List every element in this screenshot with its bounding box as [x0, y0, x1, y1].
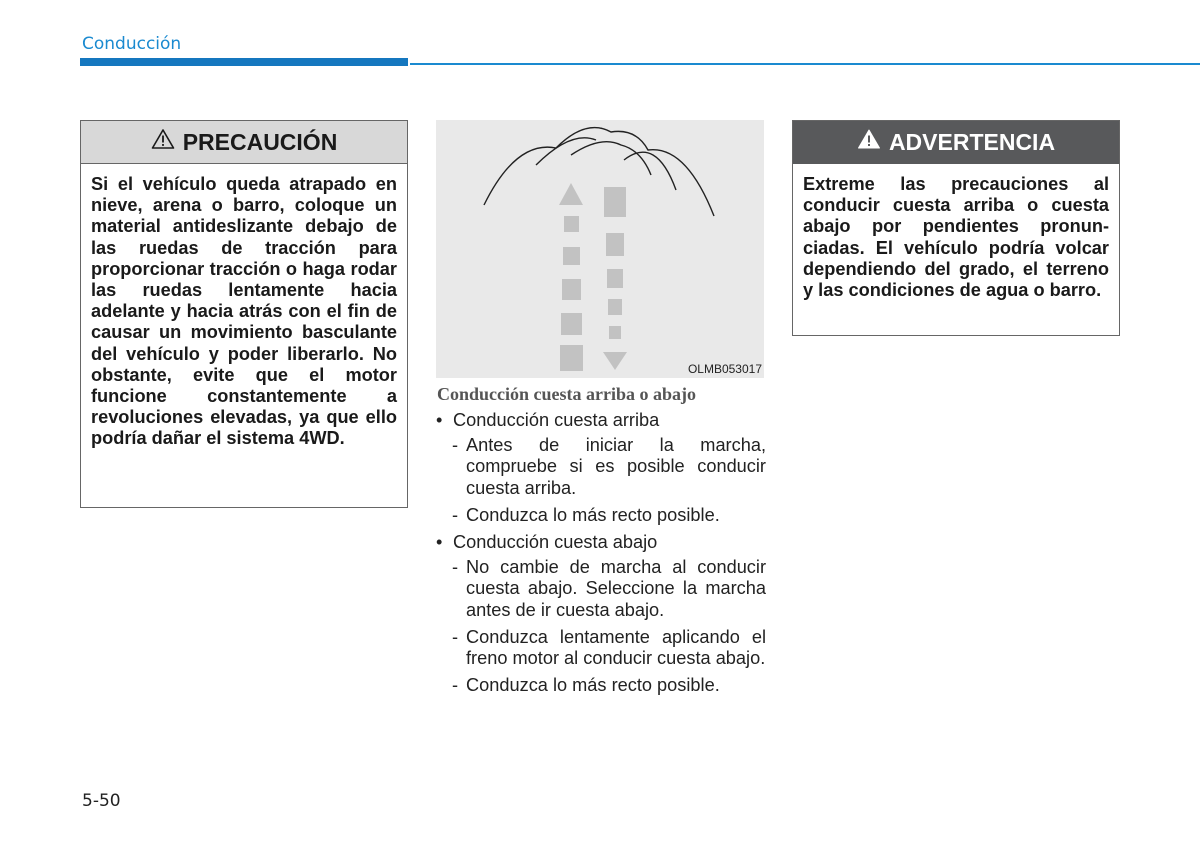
page-number: 5-50: [82, 791, 121, 811]
warning-header: [793, 121, 1119, 164]
slope-illustration: [436, 120, 764, 378]
warning-triangle-filled-icon: [857, 128, 881, 156]
warning-text: Extreme las precauciones al conducir cuesta arriba o cuesta abajo por pendientes pronunciadas. El vehículo podría volcar dependiendo del grado, el terreno y las condiciones de agua o barro.: [803, 174, 1109, 301]
caution-header: [81, 121, 407, 164]
downhill-heading: • Conducción cuesta abajo: [436, 532, 766, 553]
uphill-heading: • Conducción cuesta arriba: [436, 410, 766, 431]
list-item: - Conduzca lentamente aplicando el freno motor al conducir cuesta abajo.: [452, 626, 766, 669]
driving-instructions: [436, 410, 766, 702]
slope-diagram: [436, 120, 764, 378]
caution-box: [80, 120, 408, 508]
header-rule-thick: [80, 58, 408, 66]
warning-title: ADVERTENCIA: [888, 128, 1056, 155]
header-rule-thin: [410, 63, 1200, 65]
warning-triangle-outline-icon: [151, 128, 175, 156]
caution-title: PRECAUCIÓN: [182, 128, 338, 155]
section-title: Conducción: [82, 34, 182, 54]
figure-caption: Conducción cuesta arriba o abajo: [437, 384, 697, 404]
list-item: - Antes de iniciar la marcha, compruebe si es posible conducir cuesta arriba.: [452, 435, 766, 498]
list-item-text: Antes de iniciar la marcha, compruebe si es posible conducir cuesta arriba.: [466, 435, 766, 498]
list-item-text: Conduzca lo más recto posible.: [466, 675, 720, 696]
list-item: - Conduzca lo más recto posible.: [452, 675, 720, 696]
figure-code: OLMB053017: [687, 362, 762, 376]
warning-box: [792, 120, 1120, 336]
caution-text: Si el vehículo queda atrapado en nieve, arena o barro, coloque un material antideslizante debajo de las ruedas de tracción para proporcionar tracción o haga rodar las ruedas lentamente hacia adelante y hacia atrás con el fin de causar un movimiento basculante del vehículo y poder liberarlo. No obstante, evite que el motor funcione constantemente a revoluciones elevadas, ya que ello podría dañar el sistema 4WD.: [91, 174, 397, 449]
list-item-text: No cambie de marcha al conducir cuesta abajo. Seleccione la marcha antes de ir cuesta abajo.: [466, 557, 766, 620]
list-item: - Conduzca lo más recto posible.: [452, 504, 720, 525]
list-item: - No cambie de marcha al conducir cuesta abajo. Seleccione la marcha antes de ir cuesta abajo.: [452, 557, 766, 620]
list-item-text: Conduzca lo más recto posible.: [466, 504, 720, 525]
list-item-text: Conduzca lentamente aplicando el freno motor al conducir cuesta abajo.: [466, 626, 766, 669]
